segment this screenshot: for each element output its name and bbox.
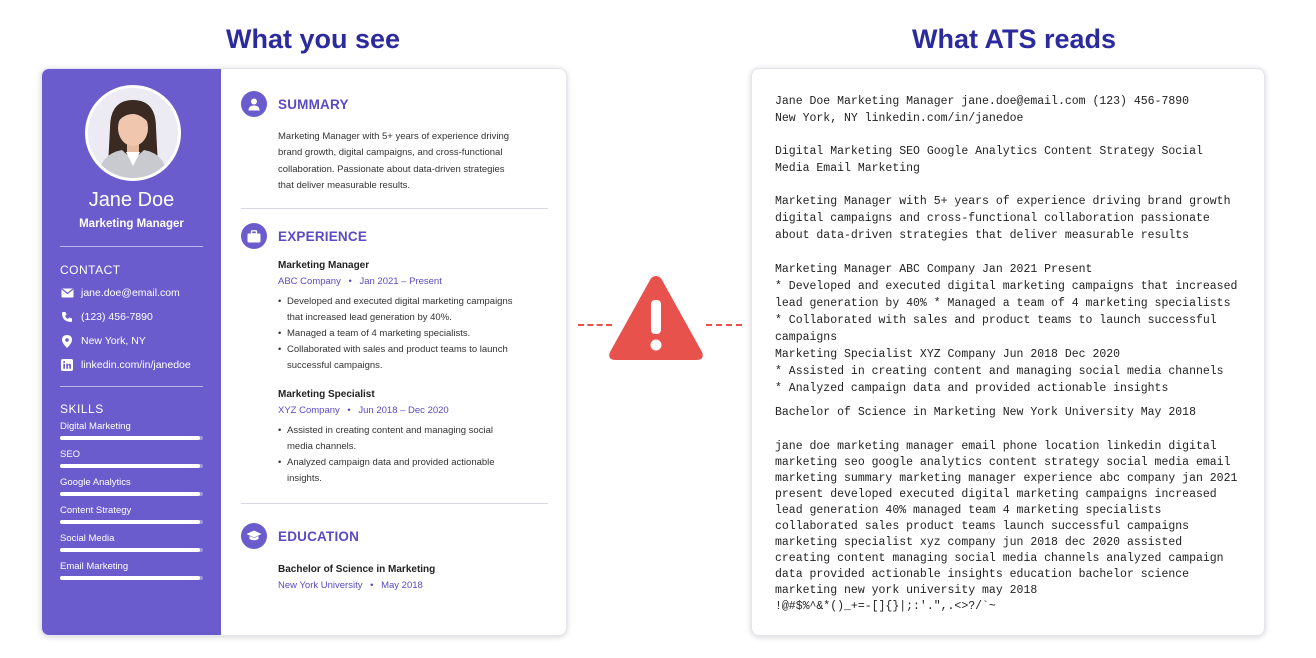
- ats-line: about data-driven strategies that deliver measurable results: [775, 229, 1190, 242]
- bullet-line: • Collaborated with sales and product teams to launch: [287, 344, 508, 355]
- ats-line: Media Email Marketing: [775, 162, 920, 175]
- warning-triangle-icon: [606, 270, 706, 366]
- ats-line: * Assisted in creating content and managing social media channels: [775, 365, 1224, 378]
- meta-separator: •: [370, 580, 374, 591]
- ats-line: marketing new york university may 2018: [775, 584, 1038, 597]
- ats-line: Marketing Specialist XYZ Company Jun 2018 Dec 2020: [775, 348, 1121, 361]
- job-title: Marketing Specialist: [278, 389, 375, 400]
- ats-line: lead generation by 40% * Managed a team of 4 marketing specialists: [775, 297, 1231, 310]
- contact-phone-text: (123) 456-7890: [81, 311, 153, 323]
- person-icon: [241, 91, 267, 117]
- resume-sidebar: [42, 69, 221, 635]
- job-company: XYZ Company: [278, 405, 340, 416]
- ats-line: lead generation 40% managed team 4 marketing specialists: [775, 504, 1162, 517]
- contact-linkedin-text: linkedin.com/in/janedoe: [81, 359, 191, 371]
- job-bullet: [278, 455, 553, 487]
- skill-bar: [60, 492, 203, 496]
- what-you-see-heading: What you see: [226, 24, 401, 54]
- education-date: May 2018: [381, 580, 423, 591]
- skill-bar: [60, 520, 203, 524]
- linkedin-icon: [60, 358, 74, 372]
- bullet-line: that increased lead generation by 40%.: [287, 312, 452, 323]
- ats-line: New York, NY linkedin.com/in/janedoe: [775, 112, 1024, 125]
- skill-item: [60, 421, 203, 440]
- skill-item: [60, 561, 203, 580]
- bullet-line: • Assisted in creating content and managing social: [287, 425, 493, 436]
- job-bullets: [278, 294, 553, 374]
- summary-text: [278, 129, 548, 194]
- bullet-line: media channels.: [287, 441, 357, 452]
- skill-item: [60, 477, 203, 496]
- ats-line: Jane Doe Marketing Manager jane.doe@email.com (123) 456-7890: [775, 95, 1190, 108]
- contact-email-text: jane.doe@email.com: [81, 287, 180, 299]
- experience-title: EXPERIENCE: [278, 229, 368, 244]
- contact-phone: [60, 309, 153, 325]
- ats-line: Marketing Manager ABC Company Jan 2021 Present: [775, 263, 1093, 276]
- job-company: ABC Company: [278, 276, 341, 287]
- sidebar-divider: [60, 386, 203, 387]
- skill-label: Digital Marketing: [60, 421, 131, 432]
- bullet-line: • Managed a team of 4 marketing specialists.: [287, 328, 471, 339]
- school-name: New York University: [278, 580, 363, 591]
- job-bullet: [278, 326, 553, 342]
- job-title: Marketing Manager: [278, 260, 370, 271]
- skill-item: [60, 505, 203, 524]
- skill-bar-fill: [60, 576, 200, 580]
- summary-line: brand growth, digital campaigns, and cross-functional: [278, 147, 503, 159]
- skill-bar-fill: [60, 548, 200, 552]
- ats-line: Bachelor of Science in Marketing New York University May 2018: [775, 406, 1196, 419]
- ats-line: jane doe marketing manager email phone location linkedin digital: [775, 440, 1217, 453]
- skill-bar-fill: [60, 492, 200, 496]
- section-divider: [241, 208, 548, 209]
- ats-line: Marketing Manager with 5+ years of experience driving brand growth: [775, 195, 1231, 208]
- skills-title: SKILLS: [60, 402, 104, 416]
- job-meta: [278, 405, 449, 416]
- education-meta: [278, 580, 423, 591]
- job-dates: Jun 2018 – Dec 2020: [358, 405, 449, 416]
- contact-location: [60, 333, 146, 349]
- job-bullet: [278, 342, 553, 374]
- skill-label: SEO: [60, 449, 81, 460]
- skill-label: Content Strategy: [60, 505, 132, 516]
- skill-bar: [60, 576, 203, 580]
- summary-title: SUMMARY: [278, 97, 349, 112]
- skill-bar: [60, 464, 203, 468]
- ats-line: data provided actionable insights education bachelor science: [775, 568, 1190, 581]
- what-ats-reads-heading: What ATS reads: [912, 24, 1117, 54]
- resume-name: Jane Doe: [88, 189, 175, 211]
- ats-line: Digital Marketing SEO Google Analytics Content Strategy Social: [775, 145, 1203, 158]
- sidebar-divider: [60, 246, 203, 247]
- phone-icon: [60, 310, 74, 324]
- contact-linkedin: [60, 357, 191, 373]
- bullet-line: successful campaigns.: [287, 360, 383, 371]
- skill-label: Social Media: [60, 533, 115, 544]
- skill-item: [60, 449, 203, 468]
- contact-email: [60, 285, 180, 301]
- person-photo-icon: [88, 88, 178, 178]
- skill-bar-fill: [60, 520, 200, 524]
- skill-bar: [60, 548, 203, 552]
- skill-label: Email Marketing: [60, 561, 129, 572]
- location-pin-icon: [60, 334, 74, 348]
- avatar: [85, 85, 181, 181]
- ats-line: creating content managing social media channels analyzed campaign: [775, 552, 1224, 565]
- ats-line: digital campaigns and cross-functional collaboration passionate: [775, 212, 1210, 225]
- dashed-connector-right: [706, 324, 742, 326]
- job-meta: [278, 276, 442, 287]
- resume-main: [221, 69, 567, 635]
- ats-text-card: [751, 68, 1265, 636]
- ats-line: collaborated sales product teams launch successful campaigns: [775, 520, 1190, 533]
- section-divider: [241, 503, 548, 504]
- skill-label: Google Analytics: [60, 477, 131, 488]
- job-dates: Jan 2021 – Present: [359, 276, 442, 287]
- resume-role: Marketing Manager: [79, 218, 184, 230]
- skill-bar: [60, 436, 203, 440]
- job-bullets: [278, 423, 553, 487]
- ats-line: * Developed and executed digital marketing campaigns that increased: [775, 280, 1238, 293]
- meta-separator: •: [347, 405, 351, 416]
- summary-line: that deliver measurable results.: [278, 179, 411, 191]
- meta-separator: •: [348, 276, 352, 287]
- resume-card: [41, 68, 567, 636]
- ats-line: marketing specialist xyz company jun 2018 dec 2020 assisted: [775, 536, 1183, 549]
- email-icon: [60, 286, 74, 300]
- contact-title: CONTACT: [60, 263, 121, 277]
- education-title: EDUCATION: [278, 529, 360, 544]
- ats-line: marketing summary marketing manager experience abc company jan 2021: [775, 472, 1238, 485]
- ats-line: present developed executed digital marketing campaigns increased: [775, 488, 1217, 501]
- skill-bar-fill: [60, 464, 200, 468]
- bullet-line: insights.: [287, 473, 322, 484]
- briefcase-icon: [241, 223, 267, 249]
- ats-line: campaigns: [775, 331, 838, 344]
- bullet-line: • Analyzed campaign data and provided actionable: [287, 457, 495, 468]
- job-bullet: [278, 294, 553, 326]
- ats-line: marketing seo google analytics content strategy social media email: [775, 456, 1231, 469]
- skill-item: [60, 533, 203, 552]
- degree-title: Bachelor of Science in Marketing: [278, 564, 436, 575]
- skill-bar-fill: [60, 436, 200, 440]
- graduation-cap-icon: [241, 523, 267, 549]
- ats-line: * Analyzed campaign data and provided actionable insights: [775, 382, 1169, 395]
- job-bullet: [278, 423, 553, 455]
- ats-line: !@#$%^&*()_+=-[]{}|;:'.",.<>?/`~: [775, 600, 996, 613]
- bullet-line: • Developed and executed digital marketing campaigns: [287, 296, 513, 307]
- contact-location-text: New York, NY: [81, 335, 146, 347]
- ats-line: * Collaborated with sales and product teams to launch successful: [775, 314, 1217, 327]
- summary-line: collaboration. Passionate about data-driven strategies: [278, 163, 505, 175]
- summary-line: Marketing Manager with 5+ years of experience driving: [278, 131, 510, 142]
